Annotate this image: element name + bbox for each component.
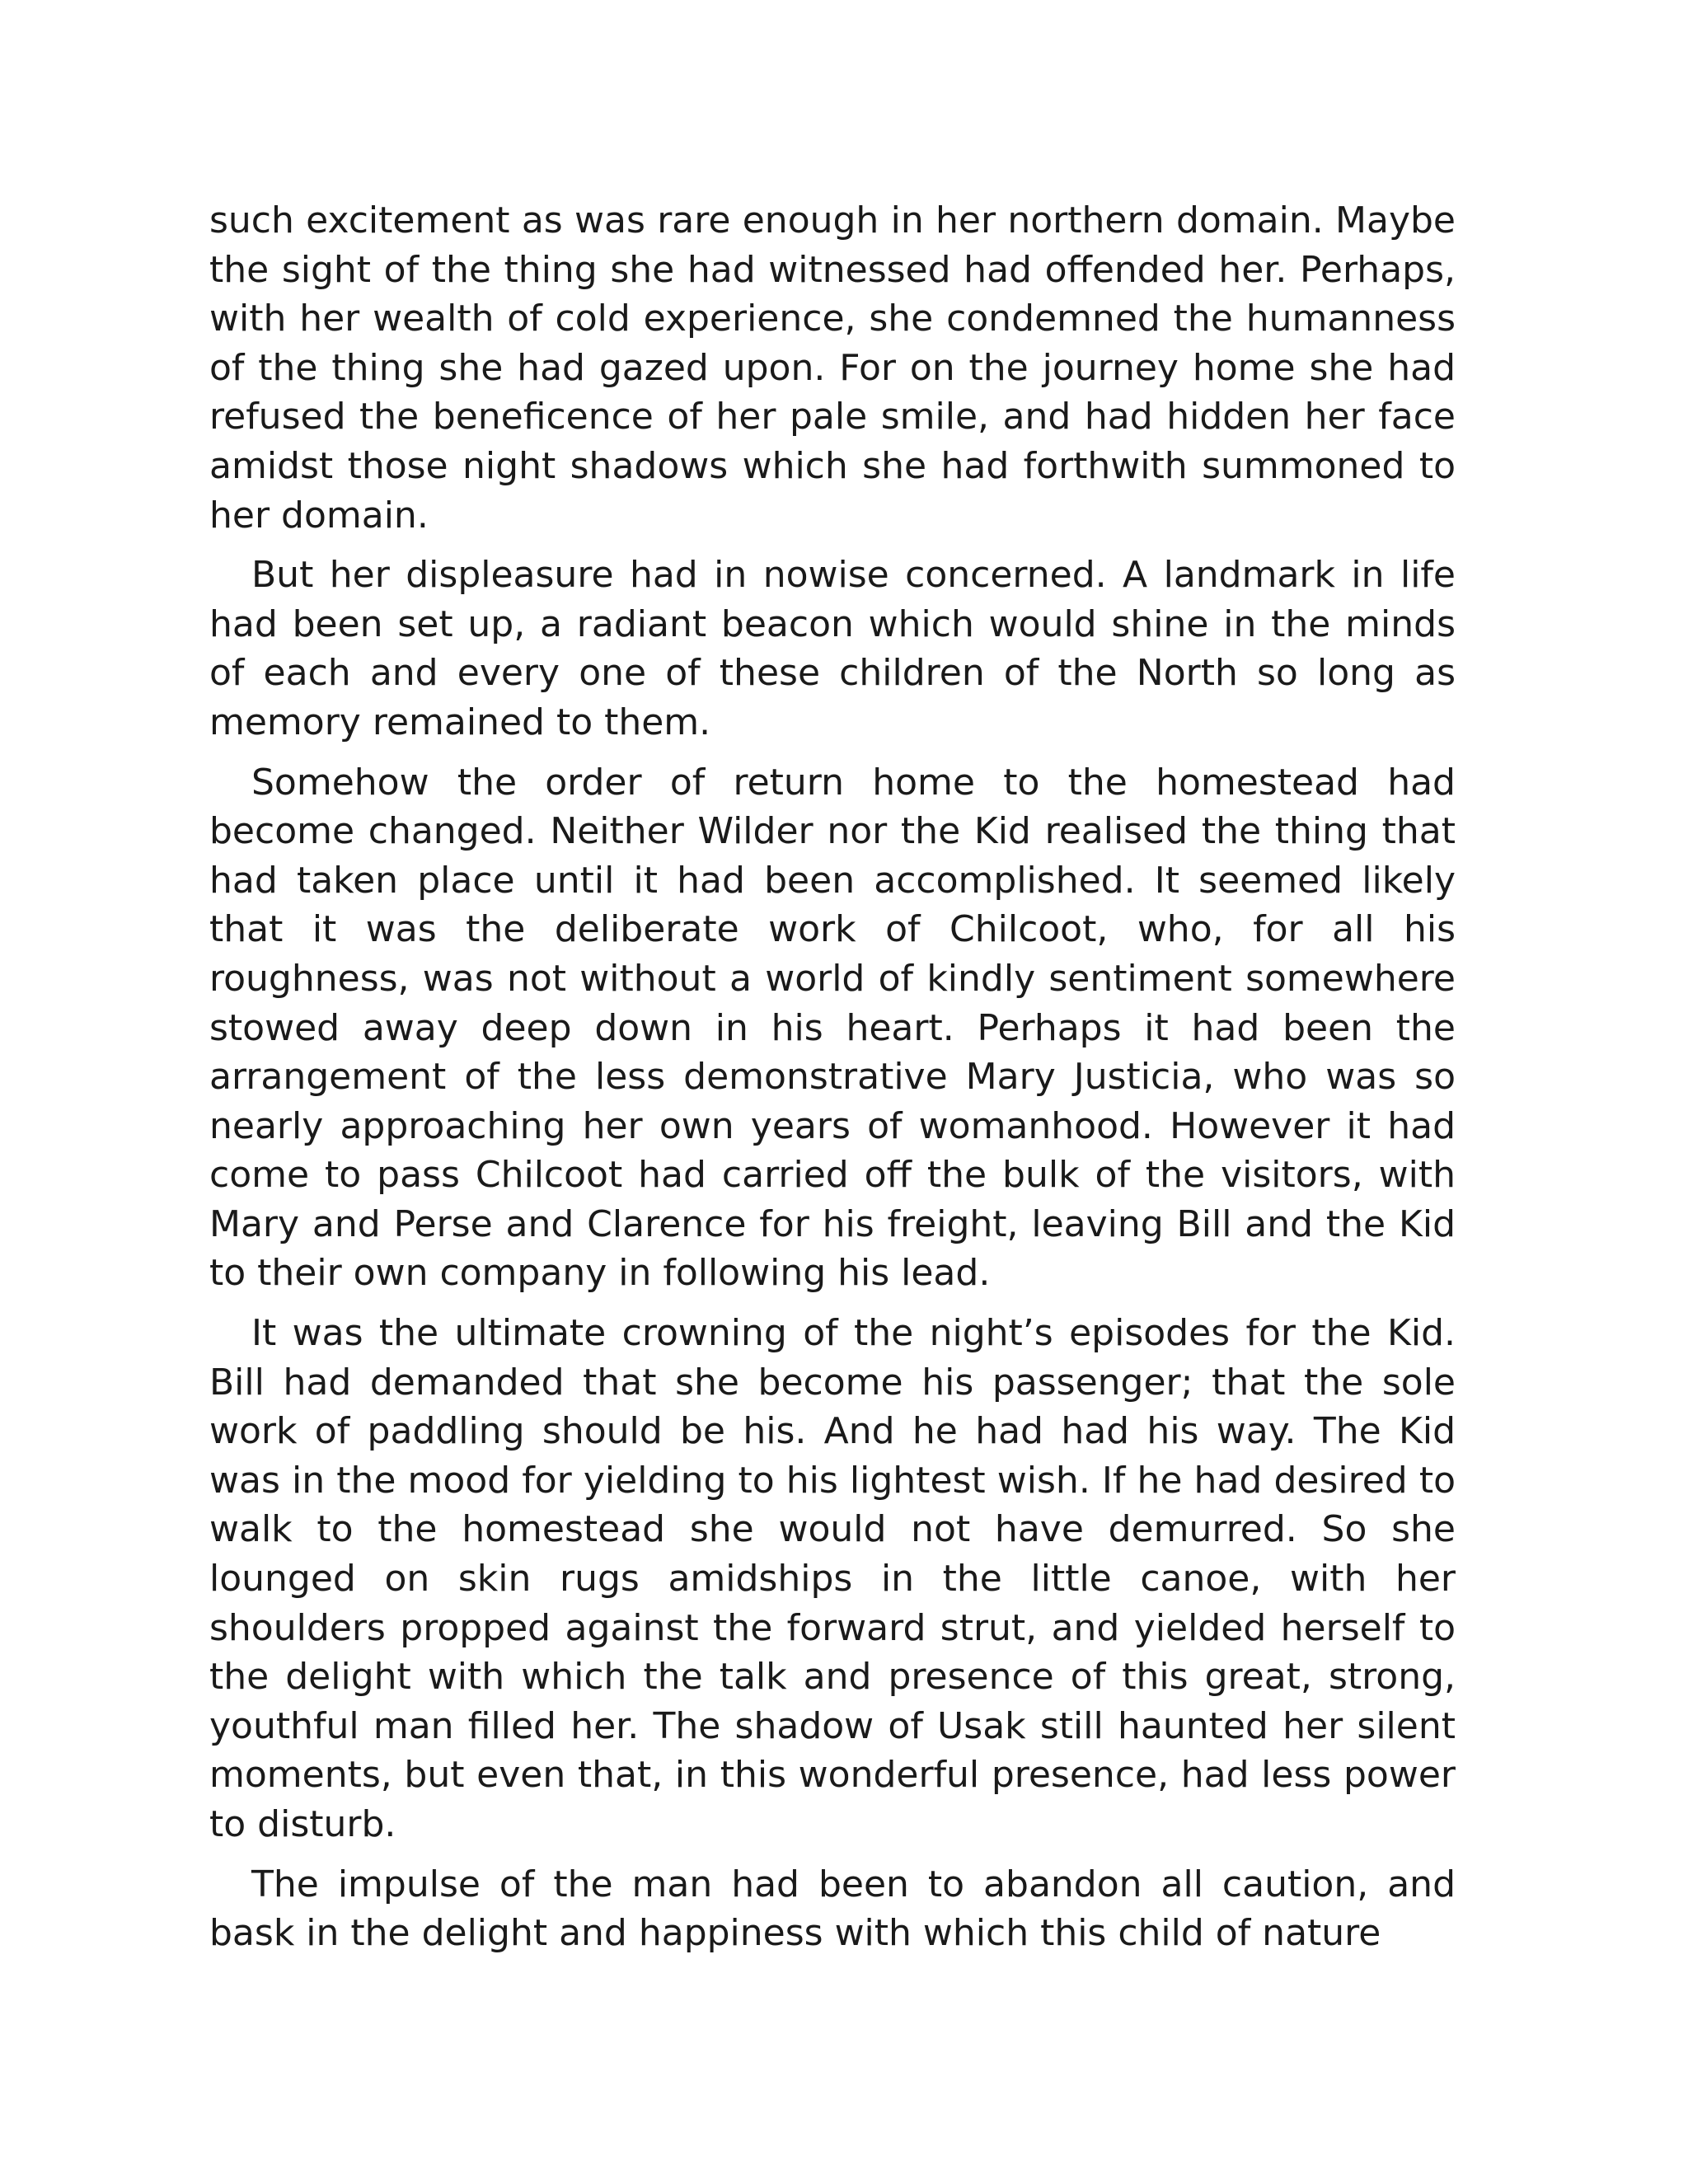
paragraph-2: But her displeasure had in nowise concerned. A landmark in life had been set up, a radiant beacon which would shine in the minds of each and every one of these children of the North so long as memory remained to them. bbox=[209, 554, 1456, 743]
paragraph-3: Somehow the order of return home to the homestead had become changed. Neither Wilder nor the Kid realised the thing that had taken place until it had been accomplished. It seemed likely that it was the deliberate work of Chilcoot, who, for all his roughness, was not without a world of kindly sentiment somewhere stowed away deep down in his heart. Perhaps it had been the arrangement of the less demonstrative Mary Justicia, who was so nearly approaching her own years of womanhood. However it had come to pass Chilcoot had carried off the bulk of the visitors, with Mary and Perse and Clarence for his freight, leaving Bill and the Kid to their own company in following his lead. bbox=[209, 761, 1456, 1295]
paragraph-1: such excitement as was rare enough in her northern domain. Maybe the sight of the thing she had witnessed had offended her. Perhaps, with her wealth of cold experience, she condemned the humanness of the thing she had gazed upon. For on the journey home she had refused the beneficence of her pale smile, and had hidden her face amidst those night shadows which she had forthwith summoned to her domain. bbox=[209, 199, 1456, 537]
paragraph-4: It was the ultimate crowning of the night’s episodes for the Kid. Bill had demanded that she become his passenger; that the sole work of paddling should be his. And he had had his way. The Kid was in the mood for yielding to his lightest wish. If he had desired to walk to the homestead she would not have demurred. So she lounged on skin rugs amidships in the little canoe, with her shoulders propped against the forward strut, and yielded herself to the delight with which the talk and presence of this great, strong, youthful man filled her. The shadow of Usak still haunted her silent moments, but even that, in this wonderful presence, had less power to disturb. bbox=[209, 1312, 1456, 1845]
page-body bbox=[209, 196, 1456, 1969]
paragraph-5: The impulse of the man had been to abandon all caution, and bask in the delight and happiness with which this child of nature bbox=[209, 1863, 1456, 1955]
